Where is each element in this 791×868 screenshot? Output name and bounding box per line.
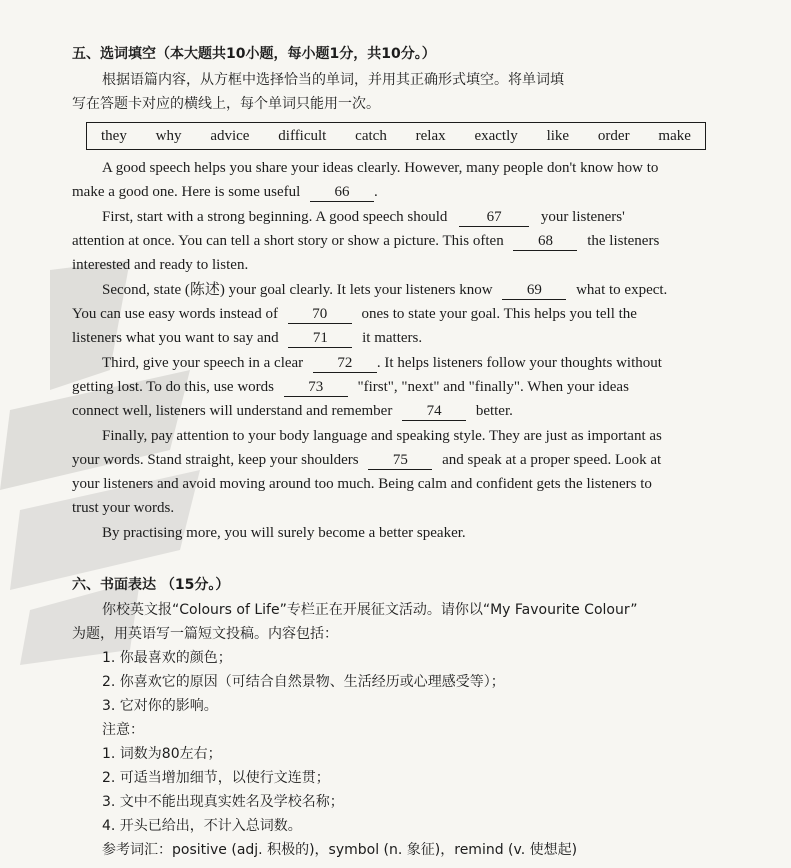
passage-line xyxy=(72,231,659,251)
word-bank-item: like xyxy=(546,127,570,144)
passage-text: make a good one. Here is some useful xyxy=(72,184,301,200)
passage-line xyxy=(72,401,513,421)
section5-instruction-1: 根据语篇内容，从方框中选择恰当的单词，并用其正确形式填空。将单词填 xyxy=(102,72,564,88)
passage-text: Third, give your speech in a clear xyxy=(102,355,304,371)
passage-line xyxy=(72,377,629,397)
word-bank-item: order xyxy=(597,127,630,144)
blank-67[interactable]: 67 xyxy=(459,208,529,227)
section5-title: 五、选词填空（本大题共10小题，每小题1分，共10分。） xyxy=(72,46,436,62)
passage-text: . xyxy=(374,184,378,200)
section6-line: 你校英文报“Colours of Life”专栏正在开展征文活动。请你以“My Favourite Colour” xyxy=(102,602,638,618)
passage-line xyxy=(72,450,661,470)
blank-69[interactable]: 69 xyxy=(502,281,566,300)
note-item: 1. 词数为80左右； xyxy=(102,746,222,762)
passage-line xyxy=(72,304,637,324)
passage-line: interested and ready to listen. xyxy=(72,257,249,273)
word-bank-item: exactly xyxy=(474,127,518,144)
word-bank-item: why xyxy=(155,127,182,144)
note-item: 2. 可适当增加细节，以使行文连贯； xyxy=(102,770,330,786)
word-bank-item: catch xyxy=(355,127,387,144)
word-bank-item: make xyxy=(658,127,691,144)
blank-68[interactable]: 68 xyxy=(513,232,577,251)
passage-line: By practising more, you will surely become a better speaker. xyxy=(102,525,466,541)
passage-line xyxy=(72,182,378,202)
passage-text: what to expect. xyxy=(576,282,668,298)
passage-line: Finally, pay attention to your body language and speaking style. They are just as important as xyxy=(102,428,662,444)
passage-text: getting lost. To do this, use words xyxy=(72,379,275,395)
blank-75[interactable]: 75 xyxy=(368,451,432,470)
passage-text: your words. Stand straight, keep your shoulders xyxy=(72,452,359,468)
passage-text: First, start with a strong beginning. A good speech should xyxy=(102,209,448,225)
note-item: 4. 开头已给出，不计入总词数。 xyxy=(102,818,302,834)
word-bank-item: difficult xyxy=(278,127,327,144)
passage-text: "first", "next" and "finally". When your ideas xyxy=(357,379,629,395)
content-item: 1. 你最喜欢的颜色； xyxy=(102,650,232,666)
note-item: 3. 文中不能出现真实姓名及学校名称； xyxy=(102,794,344,810)
content-item: 2. 你喜欢它的原因（可结合自然景物、生活经历或心理感受等）； xyxy=(102,674,505,690)
passage-line: trust your words. xyxy=(72,500,175,516)
word-bank-item: they xyxy=(101,127,127,144)
passage-text: and speak at a proper speed. Look at xyxy=(442,452,662,468)
passage-text: . It helps listeners follow your thoughts without xyxy=(376,355,662,371)
passage-text: You can use easy words instead of xyxy=(72,306,278,322)
passage-line xyxy=(72,328,422,348)
note-heading: 注意： xyxy=(102,722,144,738)
passage-line xyxy=(102,207,625,227)
passage-text: it matters. xyxy=(362,330,423,346)
passage-line xyxy=(102,280,667,300)
passage-text: attention at once. You can tell a short story or show a picture. This often xyxy=(72,233,504,249)
word-bank-box xyxy=(86,122,706,150)
blank-73[interactable]: 73 xyxy=(284,378,348,397)
passage-text: Second, state (陈述) your goal clearly. It lets your listeners know xyxy=(102,282,493,298)
passage-text: your listeners' xyxy=(540,209,625,225)
passage-text: ones to state your goal. This helps you tell the xyxy=(361,306,637,322)
blank-66[interactable]: 66 xyxy=(310,183,374,202)
content-item: 3. 它对你的影响。 xyxy=(102,698,218,714)
blank-74[interactable]: 74 xyxy=(402,402,466,421)
passage-text: listeners what you want to say and xyxy=(72,330,279,346)
section5-instruction-2: 写在答题卡对应的横线上，每个单词只能用一次。 xyxy=(72,96,380,112)
word-bank-item: relax xyxy=(415,127,446,144)
passage-line xyxy=(102,353,662,373)
blank-71[interactable]: 71 xyxy=(288,329,352,348)
reference-vocabulary: 参考词汇：positive (adj. 积极的)，symbol (n. 象征)，remind (v. 使想起) xyxy=(102,842,578,858)
passage-text: better. xyxy=(475,403,513,419)
section6-title: 六、书面表达 （15分。） xyxy=(72,577,230,593)
passage-line: your listeners and avoid moving around too much. Being calm and confident gets the listeners to xyxy=(72,476,652,492)
word-bank-item: advice xyxy=(210,127,250,144)
blank-70[interactable]: 70 xyxy=(288,305,352,324)
passage-line: A good speech helps you share your ideas clearly. However, many people don't know how to xyxy=(102,160,659,176)
section6-line: 为题，用英语写一篇短文投稿。内容包括： xyxy=(72,626,338,642)
passage-text: connect well, listeners will understand and remember xyxy=(72,403,393,419)
passage-text: the listeners xyxy=(587,233,660,249)
blank-72[interactable]: 72 xyxy=(313,354,377,373)
